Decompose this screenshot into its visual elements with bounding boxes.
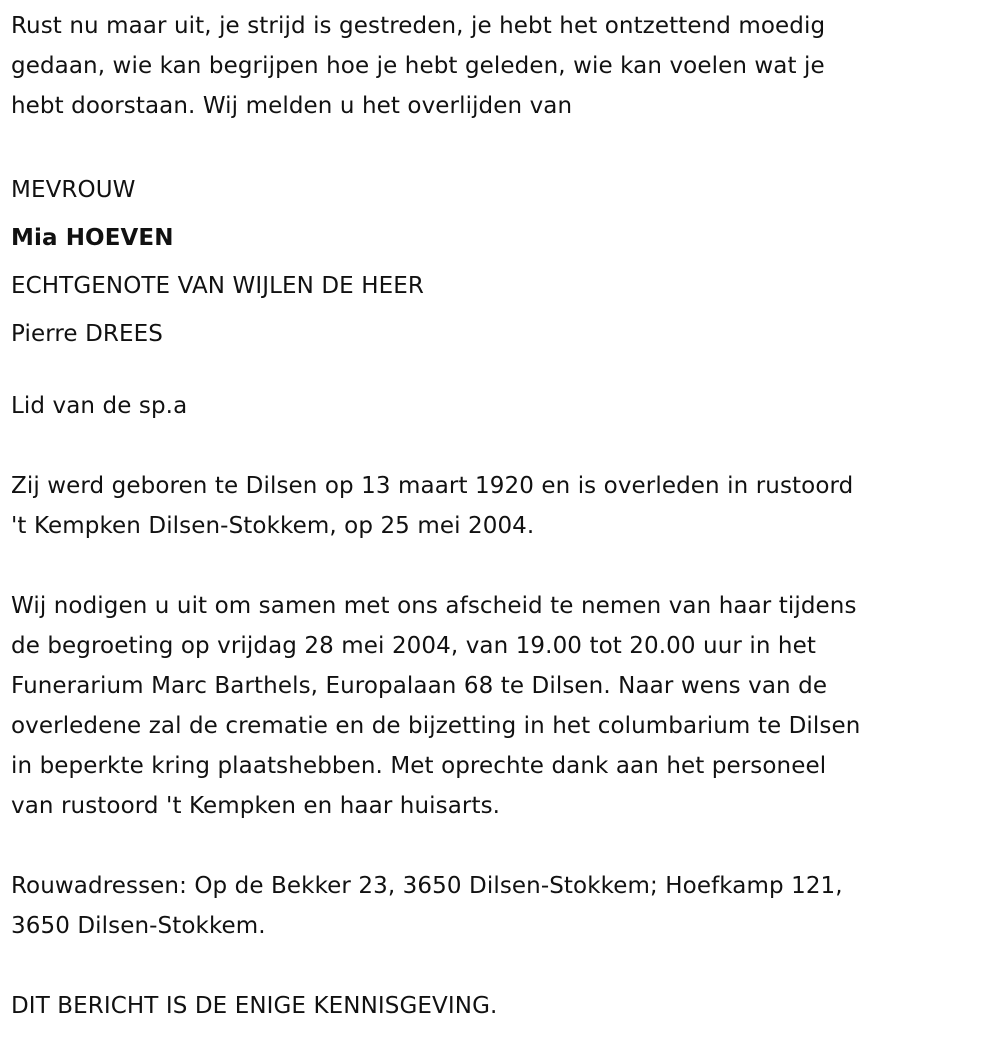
invitation-line: in beperkte kring plaatshebben. Met oprechte dank aan het personeel xyxy=(11,753,827,779)
closing-statement: DIT BERICHT IS DE ENIGE KENNISGEVING. xyxy=(11,993,498,1019)
invitation-line: van rustoord 't Kempken en haar huisarts. xyxy=(11,793,501,819)
address-line: 3650 Dilsen-Stokkem. xyxy=(11,913,266,939)
spacer xyxy=(11,426,996,466)
spacer xyxy=(11,358,996,386)
invitation-line: de begroeting op vrijdag 28 mei 2004, van 19.00 tot 20.00 uur in het xyxy=(11,633,816,659)
invitation-paragraph xyxy=(11,586,996,826)
obituary-notice xyxy=(11,6,996,1026)
spouse-name: Pierre DREES xyxy=(11,321,163,347)
addresses-paragraph xyxy=(11,866,996,946)
relation-line: ECHTGENOTE VAN WIJLEN DE HEER xyxy=(11,273,424,299)
invitation-line: Funerarium Marc Barthels, Europalaan 68 te Dilsen. Naar wens van de xyxy=(11,673,828,699)
poem-line: gedaan, wie kan begrijpen hoe je hebt geleden, wie kan voelen wat je xyxy=(11,53,825,79)
honorific: MEVROUW xyxy=(11,177,136,203)
deceased-name: Mia HOEVEN xyxy=(11,225,174,251)
spacer xyxy=(11,546,996,586)
poem-line: Rust nu maar uit, je strijd is gestreden, je hebt het ontzettend moedig xyxy=(11,13,826,39)
birth-death-line: Zij werd geboren te Dilsen op 13 maart 1920 en is overleden in rustoord xyxy=(11,473,854,499)
birth-death-paragraph xyxy=(11,466,996,546)
invitation-line: overledene zal de crematie en de bijzetting in het columbarium te Dilsen xyxy=(11,713,861,739)
spacer xyxy=(11,126,996,166)
poem-paragraph xyxy=(11,6,996,126)
spacer xyxy=(11,946,996,986)
spacer xyxy=(11,826,996,866)
birth-death-line: 't Kempken Dilsen-Stokkem, op 25 mei 2004. xyxy=(11,513,535,539)
invitation-line: Wij nodigen u uit om samen met ons afscheid te nemen van haar tijdens xyxy=(11,593,857,619)
poem-line: hebt doorstaan. Wij melden u het overlijden van xyxy=(11,93,573,119)
address-line: Rouwadressen: Op de Bekker 23, 3650 Dilsen-Stokkem; Hoefkamp 121, xyxy=(11,873,843,899)
membership-line: Lid van de sp.a xyxy=(11,393,188,419)
